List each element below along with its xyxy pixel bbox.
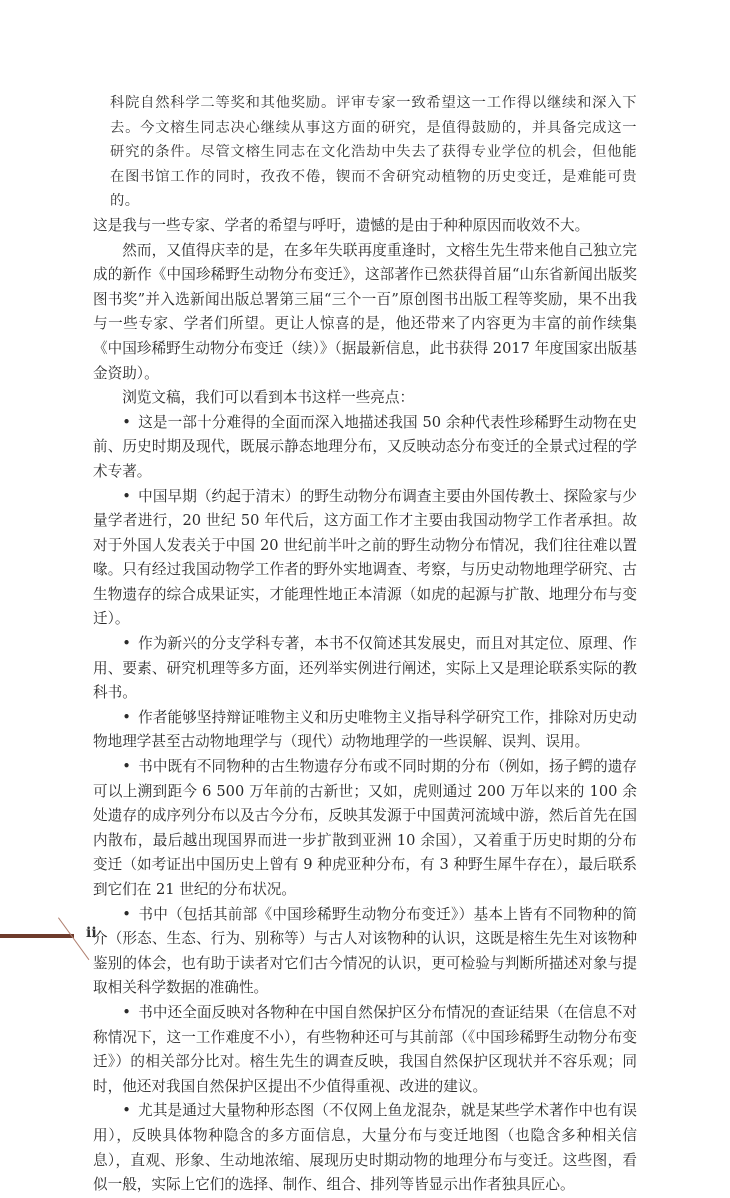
bullet-icon: • [122, 708, 131, 726]
bullet-text: 书中（包括其前部《中国珍稀野生动物分布变迁》）基本上皆有不同物种的简介（形态、生态、行为、别称等）与古人对该物种的认识，这既是榕生先生对该物种鉴别的体会，也有助于读者对它们古今情况的认识，更可检验与判断所描述对象与提取相关科学数据的准确性。 [93, 905, 637, 997]
bullet-item [93, 1099, 637, 1197]
bullet-text: 尤其是通过大量物种形态图（不仅网上鱼龙混杂，就是某些学术著作中也有误用），反映具体物种隐含的多方面信息，大量分布与变迁地图（也隐含多种相关信息），直观、形象、生动地浓缩、展现历史时期动物的地理分布与变迁。这些图，看似一般，实际上它们的选择、制作、组合、排列等皆显示出作者独具匠心。 [93, 1102, 637, 1194]
paragraph: 浏览文稿，我们可以看到本书这样一些亮点： [122, 389, 415, 407]
bullet-icon: • [122, 413, 131, 431]
bullet-icon: • [122, 905, 131, 923]
bullet-text: 这是一部十分难得的全面而深入地描述我国 50 余种代表性珍稀野生动物在史前、历史时期及现代，既展示静态地理分布，又反映动态分布变迁的全景式过程的学术专著。 [93, 413, 637, 480]
bullet-item [93, 632, 637, 706]
bullet-item [93, 755, 637, 903]
bullet-text: 作为新兴的分支学科专著，本书不仅简述其发展史，而且对其定位、原理、作用、要素、研究机理等多方面，还列举实例进行阐述，实际上又是理论联系实际的教科书。 [93, 635, 637, 702]
bullet-item [93, 706, 637, 755]
paragraph: 然而，又值得庆幸的是，在多年失联再度重逢时，文榕生先生带来他自己独立完成的新作《中国珍稀野生动物分布变迁》，这部著作已然获得首届“山东省新闻出版奖图书奖”并入选新闻出版总署第三届“三个一百”原创图书出版工程等奖励，果不出我与一些专家、学者们所望。更让人惊喜的是，他还带来了内容更为丰富的前作续集《中国珍稀野生动物分布变迁（续）》（据最新信息，此书获得 2017 年度国家出版基金资助）。 [93, 241, 637, 382]
bullet-item [93, 411, 637, 485]
bullet-icon: • [122, 487, 131, 505]
footer-decoration-line [58, 917, 89, 960]
quoted-paragraph: 科院自然科学二等奖和其他奖励。评审专家一致希望这一工作得以继续和深入下去。今文榕生同志决心继续从事这方面的研究，是值得鼓励的，并具备完成这一研究的条件。尽管文榕生同志在文化浩劫中失去了获得专业学位的机会，但他能在图书馆工作的同时，孜孜不倦，锲而不舍研究动植物的历史变迁，是难能可贵的。 [110, 95, 637, 210]
bullet-text: 书中还全面反映对各物种在中国自然保护区分布情况的查证结果（在信息不对称情况下，这一工作难度不小），有些物种还可与其前部（《中国珍稀野生动物分布变迁》）的相关部分比对。榕生先生的调查反映，我国自然保护区现状并不容乐观；同时，他还对我国自然保护区提出不少值得重视、改进的建议。 [93, 1003, 637, 1095]
bullet-text: 作者能够坚持辩证唯物主义和历史唯物主义指导科学研究工作，排除对历史动物地理学甚至古动物地理学与（现代）动物地理学的一些误解、误判、误用。 [93, 708, 637, 751]
bullet-icon: • [122, 1003, 131, 1021]
bullet-icon: • [122, 1102, 131, 1120]
paragraph: 这是我与一些专家、学者的希望与呼吁，遗憾的是由于种种原因而收效不大。 [93, 216, 590, 234]
page-number: ii [86, 925, 97, 941]
bullet-text: 中国早期（约起于清末）的野生动物分布调查主要由外国传教士、探险家与少量学者进行，20 世纪 50 年代后，这方面工作才主要由我国动物学工作者承担。故对于外国人发表关于中国 20 世纪前半叶之前的野生动物分布情况，我们往往难以置喙。只有经过我国动物学工作者的野外实地调查、考察，与历史动物地理学研究、古生物遗存的综合成果证实，才能理性地正本清源（如虎的起源与扩散、地理分布与变迁）。 [93, 487, 637, 628]
bullet-item [93, 485, 637, 633]
bullet-icon: • [122, 758, 131, 776]
bullet-text: 书中既有不同物种的古生物遗存分布或不同时期的分布（例如，扬子鳄的遗存可以上溯到距今 6 500 万年前的古新世；又如，虎则通过 200 万年以来的 100 余处遗存的成序列分布以及古今分布，反映其发源于中国黄河流域中游，然后首先在国内散布，最后越出现国界而进一步扩散到亚洲 10 余国），又着重于历史时期的分布变迁（如考证出中国历史上曾有 9 种虎亚种分布，有 3 种野生犀牛存在），最后联系到它们在 21 世纪的分布状况。 [93, 758, 637, 898]
body-text [93, 91, 637, 1198]
bullet-icon: • [122, 635, 131, 653]
footer-decoration-bar [0, 934, 74, 938]
bullet-item [93, 1001, 637, 1099]
bullet-item [93, 903, 637, 1001]
